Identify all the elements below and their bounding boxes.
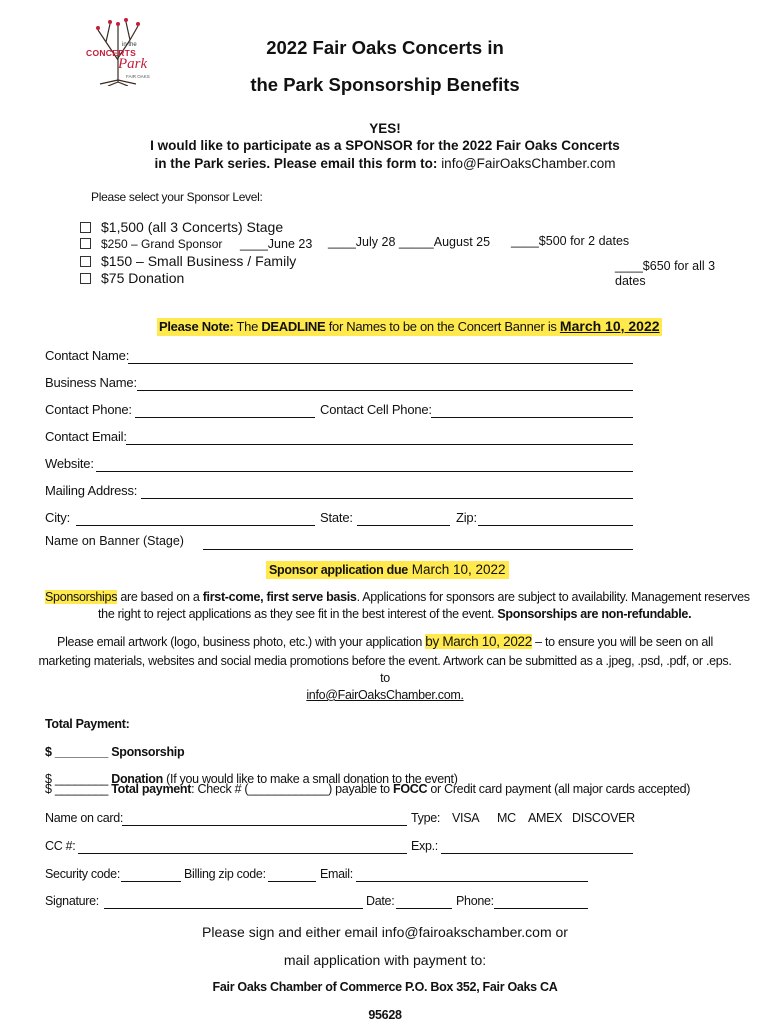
title-line-2: the Park Sponsorship Benefits bbox=[250, 74, 520, 95]
card-type-mc[interactable]: MC bbox=[497, 811, 516, 825]
closing-line-2: mail application with payment to: bbox=[283, 952, 487, 968]
option-two-dates: ____$500 for 2 dates bbox=[511, 234, 630, 248]
select-prompt: Please select your Sponsor Level: bbox=[91, 190, 263, 204]
level-stage-checkbox[interactable] bbox=[80, 222, 91, 233]
policy-line-1 bbox=[45, 590, 750, 604]
logo-text-concerts: CONCERTS bbox=[86, 48, 137, 58]
mailing-address-label: Mailing Address: bbox=[45, 483, 138, 498]
name-on-card-field[interactable] bbox=[122, 825, 407, 826]
policy-fcfs: first-come, first serve basis bbox=[202, 590, 357, 604]
intro-email: info@FairOaksChamber.com bbox=[441, 156, 616, 171]
level-small-checkbox[interactable] bbox=[80, 256, 91, 267]
total-payment-heading: Total Payment: bbox=[45, 717, 130, 731]
total-label: Total payment bbox=[111, 782, 192, 796]
level-grand-label: $250 – Grand Sponsor bbox=[101, 237, 223, 251]
intro-line-2 bbox=[0, 156, 770, 171]
cc-number-label: CC #: bbox=[45, 839, 76, 853]
logo-text-park: Park bbox=[118, 56, 148, 72]
zip-field[interactable] bbox=[478, 525, 633, 526]
level-small-option[interactable] bbox=[80, 253, 296, 269]
card-type-amex[interactable]: AMEX bbox=[528, 811, 563, 825]
zip-label: Zip: bbox=[456, 510, 477, 525]
logo-text-in-the: in the bbox=[122, 42, 137, 48]
security-code-label: Security code: bbox=[45, 867, 121, 881]
note-date: March 10, 2022 bbox=[559, 318, 660, 334]
total-payment-line bbox=[45, 782, 690, 796]
closing-line-1: Please sign and either email info@fairoakschamber.com or bbox=[202, 924, 568, 940]
policy-text-1: are based on a bbox=[117, 590, 203, 604]
artwork-line-1 bbox=[0, 634, 770, 649]
card-type-label: Type: bbox=[411, 811, 441, 825]
sponsorship-amount: $ ________ Sponsorship bbox=[45, 745, 185, 759]
contact-name-label: Contact Name: bbox=[45, 348, 130, 363]
name-on-card-label: Name on card: bbox=[45, 811, 124, 825]
application-due-banner bbox=[266, 561, 509, 579]
contact-cell-field[interactable] bbox=[431, 417, 633, 418]
level-grand-option[interactable] bbox=[80, 237, 222, 251]
due-label: Sponsor application due bbox=[269, 563, 408, 577]
cc-number-field[interactable] bbox=[78, 853, 407, 854]
artwork-text-1: Please email artwork (logo, business photo, etc.) with your application bbox=[57, 635, 426, 649]
date-august: _____August 25 bbox=[399, 235, 491, 249]
security-code-field[interactable] bbox=[121, 881, 181, 882]
state-label: State: bbox=[320, 510, 353, 525]
mailing-address-field[interactable] bbox=[141, 498, 633, 499]
contact-name-field[interactable] bbox=[128, 363, 633, 364]
level-stage-label: $1,500 (all 3 Concerts) Stage bbox=[101, 219, 284, 235]
artwork-text-2: – to ensure you will be seen on all bbox=[531, 635, 713, 649]
intro-line-1: I would like to participate as a SPONSOR for the 2022 Fair Oaks Concerts bbox=[150, 138, 620, 153]
signature-label: Signature: bbox=[45, 894, 99, 908]
level-donation-checkbox[interactable] bbox=[80, 273, 91, 284]
date-field[interactable] bbox=[396, 908, 452, 909]
artwork-deadline: by March 10, 2022 bbox=[425, 634, 532, 649]
yes-heading: YES! bbox=[369, 121, 401, 136]
banner-name-field[interactable] bbox=[203, 549, 633, 550]
total-payable: ) payable to bbox=[328, 782, 394, 796]
signature-field[interactable] bbox=[104, 908, 363, 909]
business-name-field[interactable] bbox=[137, 390, 633, 391]
intro-line-2-bold: in the Park series. Please email this form to: bbox=[154, 156, 438, 171]
note-label: Please Note: bbox=[159, 319, 234, 334]
option-all-three: ____$650 for all 3 bbox=[615, 259, 716, 273]
city-label: City: bbox=[45, 510, 71, 525]
contact-email-label: Contact Email: bbox=[45, 429, 127, 444]
state-field[interactable] bbox=[357, 525, 450, 526]
total-blank: $ ________ bbox=[45, 782, 112, 796]
option-all-three-dates: dates bbox=[615, 274, 646, 288]
logo-text-fair-oaks: FAIR OAKS bbox=[126, 74, 150, 79]
chamber-address: Fair Oaks Chamber of Commerce P.O. Box 352, Fair Oaks CA bbox=[212, 980, 558, 994]
policy-text-3: the right to reject applications as they see fit in the best interest of the event. bbox=[98, 607, 498, 621]
artwork-line-3: to bbox=[380, 671, 390, 685]
expiry-field[interactable] bbox=[441, 853, 633, 854]
website-label: Website: bbox=[45, 456, 94, 471]
donation-blank: $ ________ bbox=[45, 772, 112, 786]
policy-sponsorships: Sponsorships bbox=[45, 590, 118, 604]
date-label: Date: bbox=[366, 894, 395, 908]
chamber-zip: 95628 bbox=[368, 1008, 402, 1022]
contact-email-field[interactable] bbox=[126, 444, 633, 445]
donation-note: (If you would like to make a small donation to the event) bbox=[162, 772, 458, 786]
billing-zip-label: Billing zip code: bbox=[184, 867, 266, 881]
level-small-label: $150 – Small Business / Family bbox=[101, 253, 297, 269]
date-july: ____July 28 bbox=[328, 235, 396, 249]
level-grand-checkbox[interactable] bbox=[80, 238, 91, 249]
card-email-label: Email: bbox=[320, 867, 353, 881]
policy-nonrefundable: Sponsorships are non-refundable. bbox=[497, 607, 692, 621]
due-date: March 10, 2022 bbox=[407, 562, 506, 577]
date-june: ____June 23 bbox=[240, 237, 313, 251]
business-name-label: Business Name: bbox=[45, 375, 137, 390]
expiry-label: Exp.: bbox=[411, 839, 438, 853]
card-type-discover[interactable]: DISCOVER bbox=[572, 811, 635, 825]
note-text-1: The bbox=[233, 319, 262, 334]
deadline-note bbox=[157, 318, 662, 336]
card-email-field[interactable] bbox=[356, 881, 588, 882]
billing-zip-field[interactable] bbox=[268, 881, 316, 882]
note-deadline: DEADLINE bbox=[261, 319, 326, 334]
card-type-visa[interactable]: VISA bbox=[452, 811, 480, 825]
contact-phone-label: Contact Phone: bbox=[45, 402, 132, 417]
contact-phone-field[interactable] bbox=[135, 417, 315, 418]
level-donation-option[interactable] bbox=[80, 270, 184, 286]
note-text-2: for Names to be on the Concert Banner is bbox=[325, 319, 560, 334]
phone-label: Phone: bbox=[456, 894, 494, 908]
contact-cell-label: Contact Cell Phone: bbox=[320, 402, 432, 417]
policy-text-2: . Applications for sponsors are subject to availability. Management reserves bbox=[356, 590, 750, 604]
check-number-field[interactable]: ____________ bbox=[248, 782, 329, 796]
level-donation-label: $75 Donation bbox=[101, 270, 185, 286]
total-credit: or Credit card payment (all major cards accepted) bbox=[427, 782, 691, 796]
website-field[interactable] bbox=[96, 471, 633, 472]
artwork-email[interactable]: info@FairOaksChamber.com. bbox=[306, 688, 464, 702]
banner-name-label: Name on Banner (Stage) bbox=[45, 534, 184, 548]
title-line-1: 2022 Fair Oaks Concerts in bbox=[266, 37, 504, 58]
city-field[interactable] bbox=[76, 525, 315, 526]
total-focc: FOCC bbox=[393, 782, 428, 796]
artwork-line-2: marketing materials, websites and social media promotions before the event. Artwork can be submitted as a .jpeg, .psd, .pdf, or .eps. bbox=[38, 654, 732, 668]
level-stage-option[interactable] bbox=[80, 219, 283, 235]
donation-label: Donation bbox=[111, 772, 163, 786]
policy-line-2 bbox=[98, 607, 691, 621]
total-check: : Check # ( bbox=[191, 782, 249, 796]
phone-field[interactable] bbox=[494, 908, 588, 909]
